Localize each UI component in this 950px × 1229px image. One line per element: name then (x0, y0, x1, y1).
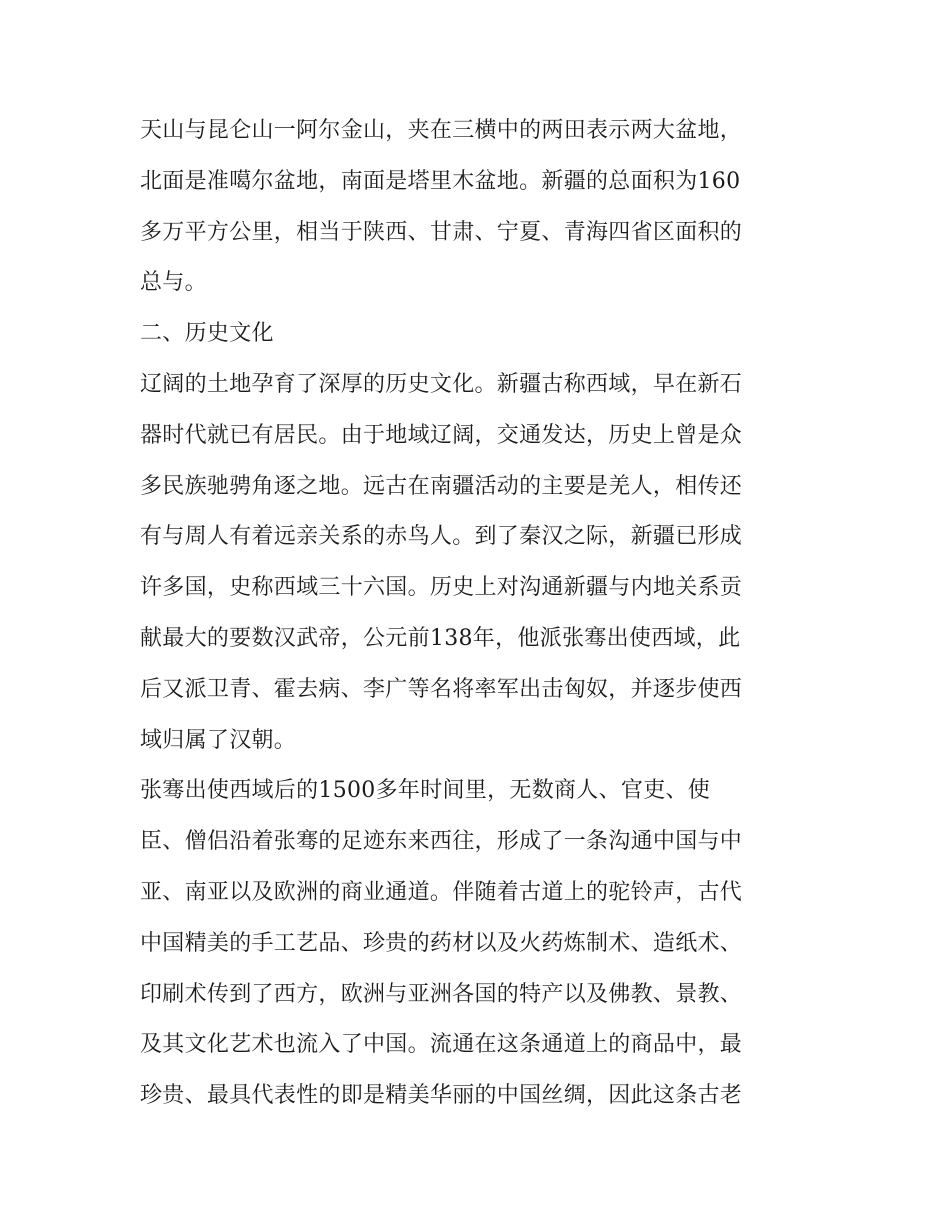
text-line: 天山与昆仑山一阿尔金山，夹在三横中的两田表示两大盆地， (140, 118, 743, 143)
text-line: 印刷术传到了西方，欧洲与亚洲各国的特产以及佛教、景教、 (140, 981, 743, 1007)
text-line: 及其文化艺术也流入了中国。流通在这条通道上的商品中，最 (140, 1032, 743, 1058)
text-line: 器时代就已有居民。由于地域辽阔，交通发达，历史上曾是众 (140, 422, 743, 448)
section-heading: 二、历史文化 (140, 321, 274, 347)
text-line: 许多国，史称西域三十六国。历史上对沟通新疆与内地关系贡 (140, 575, 743, 601)
text-line: 辽阔的土地孕育了深厚的历史文化。新疆古称西域，早在新石 (140, 371, 743, 397)
text-line: 后又派卫青、霍去病、李广等名将率军出击匈奴，并逐步使西 (140, 676, 743, 702)
text-line: 中国精美的手工艺品、珍贵的药材以及火药炼制术、造纸术、 (140, 930, 743, 956)
text-line: 亚、南亚以及欧洲的商业通道。伴随着古道上的驼铃声，古代 (140, 879, 743, 905)
text-line: 北面是准噶尔盆地，南面是塔里木盆地。新疆的总面积为160 (140, 168, 741, 194)
text-line: 总与。 (140, 270, 207, 296)
text-line: 珍贵、最具代表性的即是精美华丽的中国丝绸，因此这条古老 (140, 1083, 743, 1109)
text-line: 献最大的要数汉武帝，公元前138年，他派张骞出使西域，此 (140, 625, 741, 651)
text-line: 多民族驰骋角逐之地。远古在南疆活动的主要是羌人，相传还 (140, 473, 743, 499)
document-body (140, 106, 820, 1122)
text-line: 张骞出使西域后的1500多年时间里，无数商人、官吏、使 (140, 778, 711, 804)
text-line: 有与周人有着远亲关系的赤鸟人。到了秦汉之际，新疆已形成 (140, 524, 743, 550)
text-line: 臣、僧侣沿着张骞的足迹东来西往，形成了一条沟通中国与中 (140, 829, 743, 855)
text-line: 多万平方公里，相当于陕西、甘肃、宁夏、青海四省区面积的 (140, 219, 743, 245)
text-line: 域归属了汉朝。 (140, 727, 297, 753)
